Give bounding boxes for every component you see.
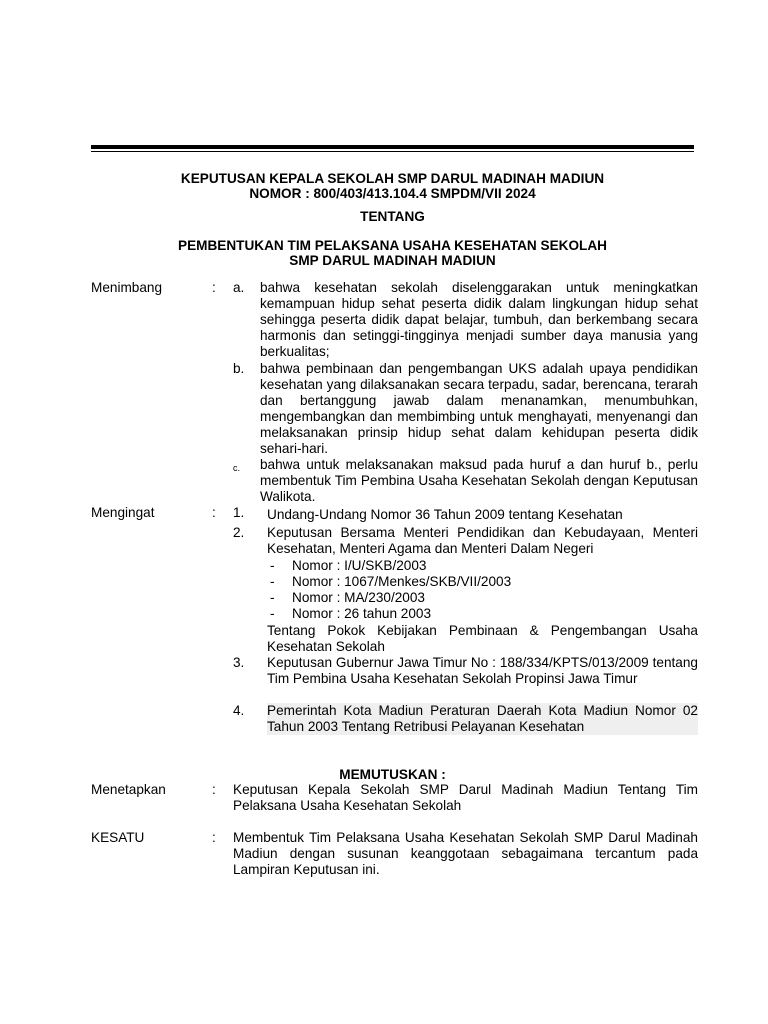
mengingat-mark-2: 2.	[233, 525, 245, 540]
menimbang-mark-b: b.	[233, 361, 245, 376]
subitem-dash: -	[270, 590, 275, 605]
title-line-1: KEPUTUSAN KEPALA SEKOLAH SMP DARUL MADINAH MADIUN	[180, 171, 605, 186]
menimbang-item-a: bahwa kesehatan sekolah diselenggarakan untuk meningkatkan kemampuan hidup sehat peserta didik dalam lingkungan hidup sehat sehingga peserta didik dapat belajar, tumbuh, dan berkembang secara harmonis dan setinggi-tingginya menjadi sumber daya manusia yang berkualitas;	[260, 280, 698, 359]
subitem-dash: -	[270, 606, 275, 621]
subject-heading	[91, 238, 694, 268]
document-title	[91, 171, 694, 201]
subject-line-2: SMP DARUL MADINAH MADIUN	[289, 253, 496, 268]
mengingat-item-1: Undang-Undang Nomor 36 Tahun 2009 tentang Kesehatan	[267, 507, 623, 522]
kesatu-label: KESATU	[91, 830, 145, 845]
menetapkan-text: Keputusan Kepala Sekolah SMP Darul Madinah Madiun Tentang Tim Pelaksana Usaha Kesehatan Sekolah	[233, 782, 698, 813]
subitem-1: Nomor : I/U/SKB/2003	[292, 558, 427, 573]
menimbang-mark-a: a.	[233, 280, 245, 295]
subitem-4: Nomor : 26 tahun 2003	[292, 606, 432, 621]
menimbang-item-b: bahwa pembinaan dan pengembangan UKS adalah upaya pendidikan kesehatan yang dilaksanakan secara terpadu, sadar, berencana, terarah dan bertanggung jawab dalam menanamkan, menumbuhkan, mengembangkan dan membimbing untuk menghayati, menyenangi dan melaksanakan prinsip hidup sehat dalam kehidupan peserta didik sehari-hari.	[260, 361, 698, 456]
subitem-2: Nomor : 1067/Menkes/SKB/VII/2003	[292, 574, 512, 589]
tentang-heading: TENTANG	[360, 209, 425, 224]
menimbang-label: Menimbang	[91, 280, 163, 295]
subitem-dash: -	[270, 574, 275, 589]
mengingat-mark-4: 4.	[233, 703, 245, 718]
menimbang-mark-c: c.	[233, 463, 241, 473]
menetapkan-colon: :	[212, 782, 216, 797]
subject-line-1: PEMBENTUKAN TIM PELAKSANA USAHA KESEHATAN SEKOLAH	[178, 238, 607, 253]
kesatu-text: Membentuk Tim Pelaksana Usaha Kesehatan Sekolah SMP Darul Madinah Madiun dengan susunan keanggotaan sebagaimana tercantum pada Lampiran Keputusan ini.	[233, 830, 698, 877]
mengingat-item-2: Keputusan Bersama Menteri Pendidikan dan Kebudayaan, Menteri Kesehatan, Menteri Agama dan Menteri Dalam Negeri	[267, 525, 698, 556]
mengingat-mark-1: 1.	[233, 505, 245, 520]
mengingat-item-4: Pemerintah Kota Madiun Peraturan Daerah Kota Madiun Nomor 02 Tahun 2003 Tentang Retribusi Pelayanan Kesehatan	[267, 703, 698, 734]
menimbang-colon: :	[212, 280, 216, 295]
subitem-3: Nomor : MA/230/2003	[292, 590, 425, 605]
kesatu-colon: :	[212, 830, 216, 845]
title-line-2: NOMOR : 800/403/413.104.4 SMPDM/VII 2024	[249, 186, 536, 201]
subitem-dash: -	[270, 558, 275, 573]
mengingat-item-2-tail: Tentang Pokok Kebijakan Pembinaan & Pengembangan Usaha Kesehatan Sekolah	[267, 623, 698, 654]
mengingat-mark-3: 3.	[233, 655, 245, 670]
mengingat-colon: :	[212, 505, 216, 520]
memutuskan-heading: MEMUTUSKAN :	[339, 767, 446, 782]
menimbang-item-c: bahwa untuk melaksanakan maksud pada huruf a dan huruf b., perlu membentuk Tim Pembina Usaha Kesehatan Sekolah dengan Keputusan Walikota.	[260, 457, 698, 504]
header-rule-thin	[91, 151, 694, 152]
mengingat-item-3: Keputusan Gubernur Jawa Timur No : 188/334/KPTS/013/2009 tentang Tim Pembina Usaha Kesehatan Sekolah Propinsi Jawa Timur	[267, 655, 698, 686]
mengingat-label: Mengingat	[91, 505, 155, 520]
menetapkan-label: Menetapkan	[91, 782, 166, 797]
header-rule-thick	[91, 145, 694, 149]
